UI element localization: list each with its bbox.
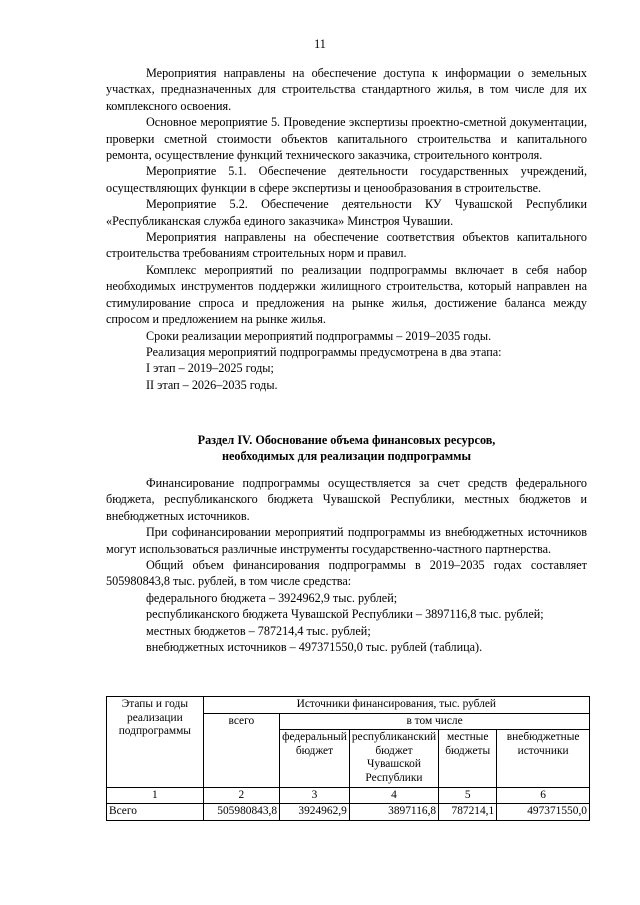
- header-sources: Источники финансирования, тыс. рублей: [203, 697, 589, 714]
- column-number: 4: [349, 787, 438, 804]
- header-including: в том числе: [280, 713, 590, 730]
- paragraph: Общий объем финансирования подпрограммы в 2019–2035 годах составляет 505980843,8 тыс. рублей, в том числе средства:: [106, 558, 587, 589]
- paragraph: При софинансировании мероприятий подпрограммы из внебюджетных источников могут использоваться различные инструменты государственно-частного партнерства.: [106, 525, 587, 556]
- body-text-bottom: [106, 475, 587, 655]
- header-extra: внебюджетные источники: [497, 730, 590, 787]
- paragraph: федерального бюджета – 3924962,9 тыс. рублей;: [146, 590, 398, 605]
- paragraph: Сроки реализации мероприятий подпрограммы – 2019–2035 годы.: [146, 328, 492, 343]
- header-total: всего: [203, 713, 279, 787]
- page-number: 11: [314, 37, 326, 51]
- row-federal: 3924962,9: [280, 804, 350, 821]
- paragraph: Реализация мероприятий подпрограммы предусмотрена в два этапа:: [146, 344, 502, 359]
- financing-table: [106, 696, 590, 821]
- row-stage: Всего: [107, 804, 204, 821]
- paragraph: Комплекс мероприятий по реализации подпрограммы включает в себя набор необходимых инструментов поддержки жилищного строительства, который направлен на стимулирование спроса и предложения на рынке жилья, достижение баланса между спросом и предложением на рынке жилья.: [106, 262, 587, 327]
- header-federal: федеральный бюджет: [280, 730, 350, 787]
- paragraph: Мероприятия направлены на обеспечение доступа к информации о земельных участках, предназначенных для строительства стандартного жилья, в том числе для их комплексного освоения.: [106, 66, 587, 113]
- row-total: 505980843,8: [203, 804, 279, 821]
- column-number: 3: [280, 787, 350, 804]
- column-number: 1: [107, 787, 204, 804]
- body-text-top: [106, 65, 587, 393]
- header-stage: Этапы и годы реализации подпрограммы: [107, 697, 204, 788]
- row-republic: 3897116,8: [349, 804, 438, 821]
- header-republic: республиканский бюджет Чувашской Республики: [349, 730, 438, 787]
- section-title-line: необходимых для реализации подпрограммы: [221, 449, 471, 464]
- row-local: 787214,1: [439, 804, 497, 821]
- paragraph: I этап – 2019–2025 годы;: [146, 361, 274, 376]
- paragraph: Мероприятия направлены на обеспечение соответствия объектов капитального строительства требованиям строительных норм и правил.: [106, 230, 587, 261]
- paragraph: республиканского бюджета Чувашской Республики – 3897116,8 тыс. рублей;: [146, 607, 544, 622]
- column-number: 5: [439, 787, 497, 804]
- paragraph: II этап – 2026–2035 годы.: [146, 377, 278, 392]
- row-extra: 497371550,0: [497, 804, 590, 821]
- section-title: [106, 432, 587, 465]
- column-number: 2: [203, 787, 279, 804]
- paragraph: Мероприятие 5.2. Обеспечение деятельности КУ Чувашской Республики «Республиканская служба единого заказчика» Минстроя Чувашии.: [106, 197, 587, 228]
- paragraph: Мероприятие 5.1. Обеспечение деятельности государственных учреждений, осуществляющих функции в сфере экспертизы и ценообразования в строительстве.: [106, 164, 587, 195]
- section-title-line: Раздел IV. Обоснование объема финансовых ресурсов,: [197, 433, 496, 447]
- paragraph: местных бюджетов – 787214,4 тыс. рублей;: [146, 623, 371, 638]
- table-row: [107, 804, 590, 821]
- paragraph: Основное мероприятие 5. Проведение экспертизы проектно-сметной документации, проверки сметной стоимости объектов капитального строительства и капитального ремонта, осуществление функций технического заказчика, строительного контроля.: [106, 115, 587, 163]
- header-local: местные бюджеты: [439, 730, 497, 787]
- paragraph: внебюджетных источников – 497371550,0 тыс. рублей (таблица).: [146, 640, 483, 655]
- paragraph: Финансирование подпрограммы осуществляется за счет средств федерального бюджета, республиканского бюджета Чувашской Республики, местных бюджетов и внебюджетных источников.: [106, 476, 587, 523]
- column-number: 6: [497, 787, 590, 804]
